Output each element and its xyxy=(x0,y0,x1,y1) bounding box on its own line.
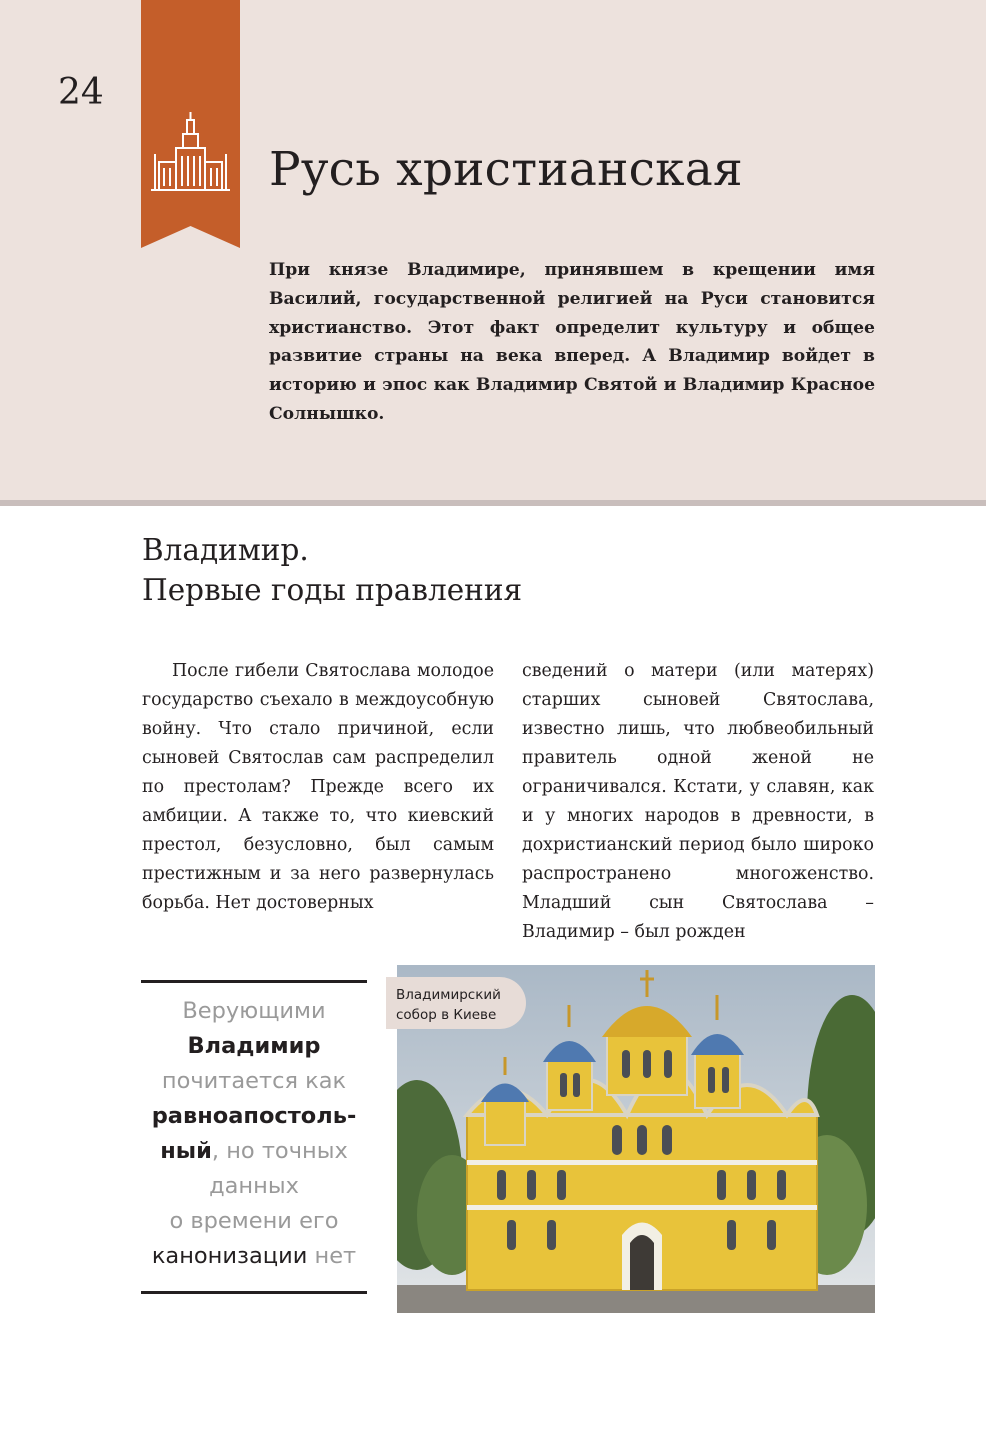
chapter-ribbon xyxy=(141,0,240,248)
quote-line-bold: Владимир xyxy=(187,1033,321,1059)
quote-line xyxy=(141,1239,367,1274)
pull-quote xyxy=(141,980,367,1294)
quote-line xyxy=(141,1134,367,1169)
section-title-line: Владимир. xyxy=(142,533,309,567)
quote-text xyxy=(141,994,367,1274)
quote-dark-word: канонизации xyxy=(151,1243,308,1269)
quote-bottom-rule xyxy=(141,1291,367,1294)
quote-line: Верующими xyxy=(182,998,326,1024)
header-divider xyxy=(0,500,986,506)
quote-line: данных xyxy=(209,1173,299,1199)
page-number: 24 xyxy=(58,72,104,113)
quote-line: о времени его xyxy=(169,1208,339,1234)
section-title xyxy=(142,530,522,610)
quote-line: почитается как xyxy=(161,1068,347,1094)
section-title-line: Первые годы правления xyxy=(142,573,523,607)
body-column-right: сведений о матери (или матерях) старших сыновей Святослава, известно лишь, что любвеобильный правитель одной женой не ограничивался. Кстати, у славян, как и у многих народов в древности, в дохристианский период было широко распространено многоженство. Младший сын Святослава – Владимир – был рожден xyxy=(522,661,874,942)
caption-line: собор в Киеве xyxy=(396,1007,497,1023)
body-column-left: После гибели Святослава молодое государство съехало в междоусобную войну. Что стало причиной, если сыновей Святослав сам распределил по престолам? Прежде всего их амбиции. А также то, что киевский престол, безусловно, был самым престижным и за него развернулась борьба. Нет достоверных xyxy=(142,661,494,913)
chapter-title: Русь христианская xyxy=(269,142,743,197)
lead-paragraph: При князе Владимире, принявшем в крещении имя Василий, государственной религией на Руси становится христианство. Этот факт определит культуру и общее развитие страны на века вперед. А Владимир войдет в историю и эпос как Владимир Святой и Владимир Красное Солнышко. xyxy=(269,260,875,424)
quote-bold-word: ный xyxy=(160,1138,212,1164)
quote-top-rule xyxy=(141,980,367,983)
quote-word: нет xyxy=(307,1243,357,1269)
caption-line: Владимирский xyxy=(396,987,501,1003)
quote-word: , но точных xyxy=(211,1138,348,1164)
photo-caption xyxy=(386,977,526,1029)
quote-line-bold: равноапостоль- xyxy=(151,1103,357,1129)
